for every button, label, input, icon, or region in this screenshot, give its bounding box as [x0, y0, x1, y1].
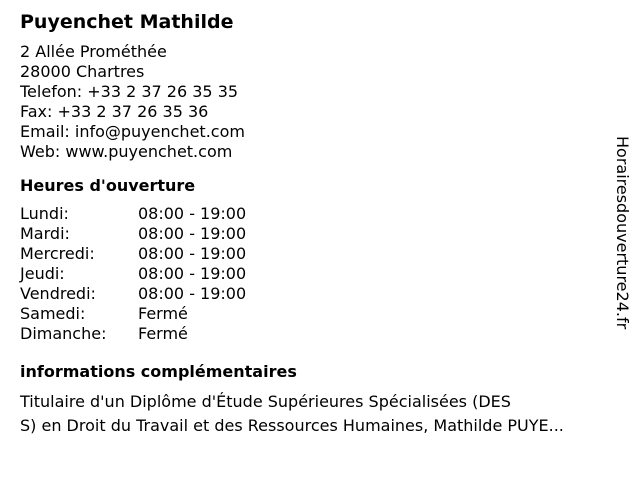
web-label: Web:	[20, 142, 61, 161]
phone-number[interactable]: +33 2 37 26 35 35	[87, 82, 239, 101]
hours-row-thursday	[20, 264, 610, 284]
address-line-2: 28000 Chartres	[20, 62, 145, 81]
hours-table	[20, 204, 610, 344]
day-hours: 08:00 - 19:00	[138, 224, 247, 243]
day-label: Mercredi:	[20, 244, 95, 263]
fax-number: +33 2 37 26 35 36	[57, 102, 209, 121]
day-hours: 08:00 - 19:00	[138, 244, 247, 263]
info-heading: informations complémentaires	[20, 362, 297, 381]
business-name: Puyenchet Mathilde	[20, 11, 234, 33]
day-hours: Fermé	[138, 304, 188, 323]
address-line-1: 2 Allée Prométhée	[20, 42, 167, 61]
day-label: Jeudi:	[20, 264, 65, 283]
hours-row-wednesday	[20, 244, 610, 264]
email-label: Email:	[20, 122, 70, 141]
email-row	[20, 122, 610, 142]
phone-label: Telefon:	[20, 82, 83, 101]
info-text-line-2: S) en Droit du Travail et des Ressources Humaines, Mathilde PUYE...	[20, 416, 564, 435]
fax-row	[20, 102, 610, 122]
web-row	[20, 142, 610, 162]
info-text-line-1: Titulaire d'un Diplôme d'Étude Supérieures Spécialisées (DES	[20, 392, 511, 411]
business-card	[20, 10, 610, 438]
hours-heading: Heures d'ouverture	[20, 176, 196, 195]
web-link[interactable]: www.puyenchet.com	[65, 142, 233, 161]
hours-row-friday	[20, 284, 610, 304]
info-text	[20, 390, 620, 438]
hours-row-sunday	[20, 324, 610, 344]
site-watermark: Horairesdouverture24.fr	[613, 136, 632, 330]
day-hours: 08:00 - 19:00	[138, 284, 247, 303]
day-label: Dimanche:	[20, 324, 107, 343]
hours-row-saturday	[20, 304, 610, 324]
day-label: Lundi:	[20, 204, 69, 223]
phone-row	[20, 82, 610, 102]
day-label: Samedi:	[20, 304, 86, 323]
hours-row-monday	[20, 204, 610, 224]
day-hours: 08:00 - 19:00	[138, 264, 247, 283]
hours-row-tuesday	[20, 224, 610, 244]
day-label: Mardi:	[20, 224, 70, 243]
day-hours: Fermé	[138, 324, 188, 343]
email-link[interactable]: info@puyenchet.com	[74, 122, 245, 141]
day-hours: 08:00 - 19:00	[138, 204, 247, 223]
day-label: Vendredi:	[20, 284, 96, 303]
fax-label: Fax:	[20, 102, 53, 121]
